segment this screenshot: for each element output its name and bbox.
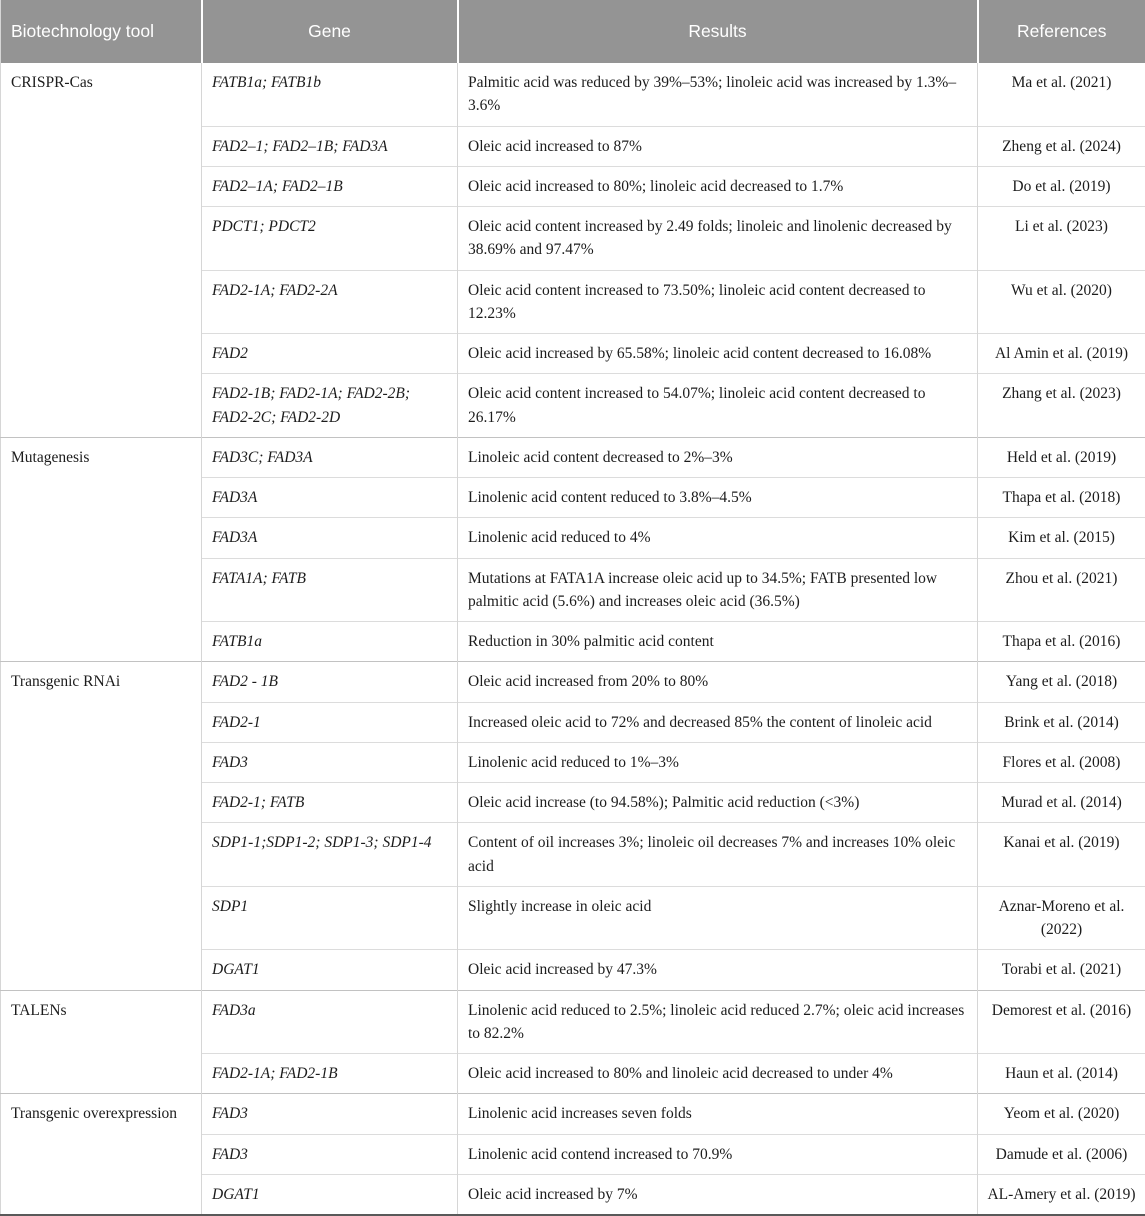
gene-cell: FAD2 - 1B [202,662,458,702]
reference-cell: Wu et al. (2020) [978,270,1145,334]
result-cell: Oleic acid content increased by 2.49 folds; linoleic and linolenic decreased by 38.69% and 97.47% [458,207,978,271]
gene-cell: FATB1a [202,622,458,662]
gene-cell: PDCT1; PDCT2 [202,207,458,271]
reference-cell: Kanai et al. (2019) [978,823,1145,887]
gene-cell: FAD2–1; FAD2–1B; FAD3A [202,126,458,166]
gene-cell: FAD3a [202,990,458,1054]
reference-cell: Zhang et al. (2023) [978,374,1145,438]
gene-cell: FAD2 [202,334,458,374]
result-cell: Oleic acid increased by 47.3% [458,950,978,990]
tool-cell: Mutagenesis [1,437,202,662]
table-row [1,437,1145,477]
gene-cell: FAD2-1; FATB [202,783,458,823]
result-cell: Linolenic acid reduced to 1%–3% [458,742,978,782]
table-body [1,63,1145,1215]
result-cell: Palmitic acid was reduced by 39%–53%; linoleic acid was increased by 1.3%–3.6% [458,63,978,126]
column-header-gene: Gene [202,0,458,63]
column-header-results: Results [458,0,978,63]
table-row [1,662,1145,702]
tool-cell: TALENs [1,990,202,1094]
reference-cell: Flores et al. (2008) [978,742,1145,782]
result-cell: Linolenic acid reduced to 2.5%; linoleic acid reduced 2.7%; oleic acid increases to 82.2% [458,990,978,1054]
column-header-references: References [978,0,1145,63]
reference-cell: Aznar-Moreno et al. (2022) [978,886,1145,950]
reference-cell: Damude et al. (2006) [978,1134,1145,1174]
gene-cell: SDP1-1;SDP1-2; SDP1-3; SDP1-4 [202,823,458,887]
gene-cell: FAD2-1 [202,702,458,742]
reference-cell: Ma et al. (2021) [978,63,1145,126]
table-header-row [1,0,1145,63]
reference-cell: Brink et al. (2014) [978,702,1145,742]
table-row [1,1094,1145,1134]
result-cell: Oleic acid increased to 87% [458,126,978,166]
result-cell: Increased oleic acid to 72% and decreased 85% the content of linoleic acid [458,702,978,742]
gene-cell: FAD3 [202,1134,458,1174]
result-cell: Oleic acid increased from 20% to 80% [458,662,978,702]
result-cell: Reduction in 30% palmitic acid content [458,622,978,662]
gene-cell: DGAT1 [202,950,458,990]
result-cell: Oleic acid content increased to 54.07%; linoleic acid content decreased to 26.17% [458,374,978,438]
reference-cell: Thapa et al. (2018) [978,478,1145,518]
gene-cell: FATA1A; FATB [202,558,458,622]
result-cell: Oleic acid increased to 80% and linoleic acid decreased to under 4% [458,1054,978,1094]
result-cell: Oleic acid increase (to 94.58%); Palmitic acid reduction (<3%) [458,783,978,823]
gene-cell: FAD2–1A; FAD2–1B [202,166,458,206]
table-row [1,63,1145,126]
reference-cell: Kim et al. (2015) [978,518,1145,558]
result-cell: Oleic acid increased to 80%; linoleic acid decreased to 1.7% [458,166,978,206]
result-cell: Linolenic acid content reduced to 3.8%–4.5% [458,478,978,518]
reference-cell: AL-Amery et al. (2019) [978,1174,1145,1215]
gene-cell: FAD2-1A; FAD2-1B [202,1054,458,1094]
result-cell: Linolenic acid reduced to 4% [458,518,978,558]
result-cell: Oleic acid content increased to 73.50%; linoleic acid content decreased to 12.23% [458,270,978,334]
result-cell: Linoleic acid content decreased to 2%–3% [458,437,978,477]
reference-cell: Demorest et al. (2016) [978,990,1145,1054]
reference-cell: Yang et al. (2018) [978,662,1145,702]
reference-cell: Held et al. (2019) [978,437,1145,477]
tool-cell: CRISPR-Cas [1,63,202,437]
table-row [1,990,1145,1054]
column-header-biotechnology-tool: Biotechnology tool [1,0,202,63]
gene-cell: FATB1a; FATB1b [202,63,458,126]
gene-cell: FAD2-1B; FAD2-1A; FAD2-2B; FAD2-2C; FAD2-2D [202,374,458,438]
result-cell: Slightly increase in oleic acid [458,886,978,950]
result-cell: Linolenic acid contend increased to 70.9% [458,1134,978,1174]
result-cell: Mutations at FATA1A increase oleic acid up to 34.5%; FATB presented low palmitic acid (5.6%) and increases oleic acid (36.5%) [458,558,978,622]
reference-cell: Zhou et al. (2021) [978,558,1145,622]
reference-cell: Torabi et al. (2021) [978,950,1145,990]
reference-cell: Al Amin et al. (2019) [978,334,1145,374]
reference-cell: Thapa et al. (2016) [978,622,1145,662]
result-cell: Content of oil increases 3%; linoleic oil decreases 7% and increases 10% oleic acid [458,823,978,887]
reference-cell: Zheng et al. (2024) [978,126,1145,166]
result-cell: Oleic acid increased by 7% [458,1174,978,1215]
gene-cell: DGAT1 [202,1174,458,1215]
reference-cell: Haun et al. (2014) [978,1054,1145,1094]
reference-cell: Li et al. (2023) [978,207,1145,271]
reference-cell: Do et al. (2019) [978,166,1145,206]
gene-cell: FAD2-1A; FAD2-2A [202,270,458,334]
gene-cell: FAD3 [202,1094,458,1134]
reference-cell: Murad et al. (2014) [978,783,1145,823]
result-cell: Linolenic acid increases seven folds [458,1094,978,1134]
gene-cell: FAD3A [202,518,458,558]
tool-cell: Transgenic overexpression [1,1094,202,1215]
result-cell: Oleic acid increased by 65.58%; linoleic acid content decreased to 16.08% [458,334,978,374]
reference-cell: Yeom et al. (2020) [978,1094,1145,1134]
gene-cell: FAD3A [202,478,458,518]
gene-cell: SDP1 [202,886,458,950]
gene-cell: FAD3C; FAD3A [202,437,458,477]
gene-cell: FAD3 [202,742,458,782]
tool-cell: Transgenic RNAi [1,662,202,990]
